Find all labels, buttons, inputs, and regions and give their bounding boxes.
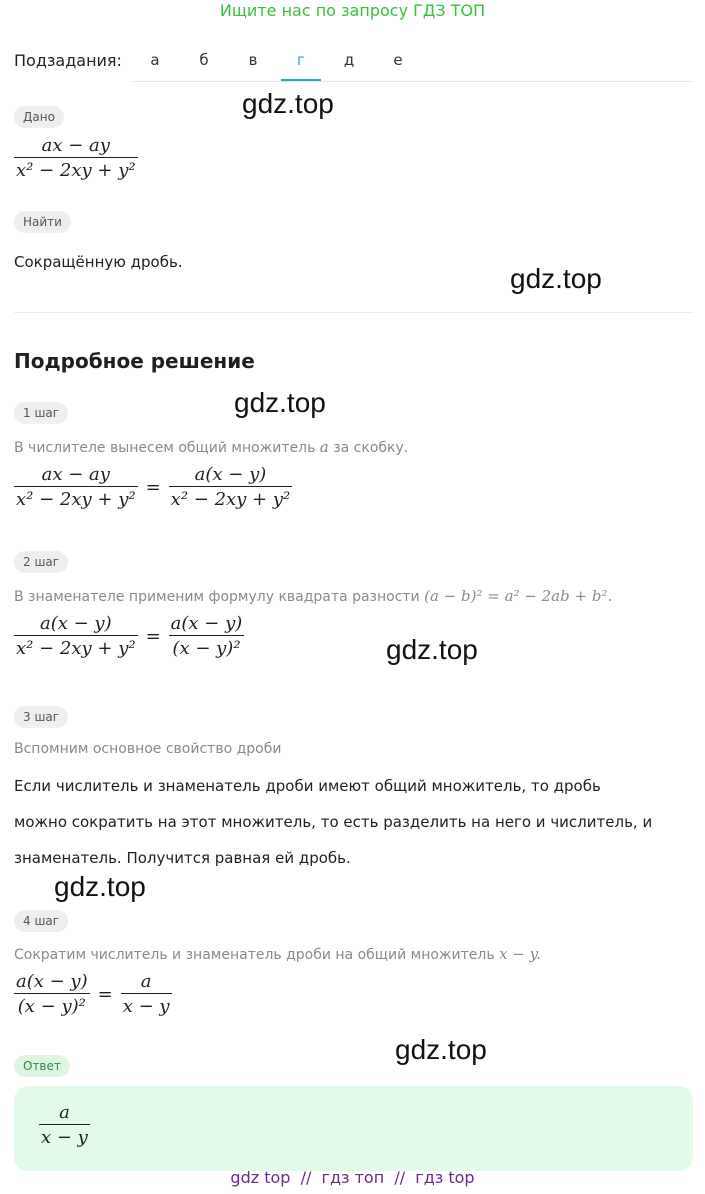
step2-equation: $\frac{a(x - y)}{\text{x² − 2xy + y²}}$ = $\frac{a(x - y)}{\text{(x − y)²}}$ [16,613,243,659]
step2-note [14,587,612,605]
step4-lhs-numerator: a(x − y) [16,971,88,992]
step4-equation: $\frac{a(x - y)}{\text{(x − y)²}}$ = $\frac{a}{x - y}$ [16,971,170,1017]
step4-note-var: x − y. [499,945,541,963]
given-numerator: ax − ay [41,135,110,156]
watermark: gdz.top [510,263,602,294]
watermark: gdz.top [386,634,478,665]
footer-links: gdz top // гдз топ // гдз top [230,1168,475,1187]
subtasks-tabs [132,44,693,82]
given-denominator: x² − 2xy + y² [14,157,138,181]
watermark: gdz.top [234,387,326,418]
step3-rule-line-3: знаменатель. Получится равная ей дробь. [14,849,351,867]
step4-lhs-denominator: (x − y)² [14,993,90,1017]
step1-rhs-numerator: a(x − y) [194,464,267,485]
answer-pill: Ответ [14,1055,70,1077]
step1-note-text-end: за скобку. [333,440,409,456]
step1-equation: $\frac{ax - ay}{\text{x² − 2xy + y²}}$ = $\frac{a(x - y)}{\text{x² − 2xy + y²}}$ [16,464,291,510]
search-hint-banner: Ищите нас по запросу ГДЗ ТОП [219,1,486,20]
step4-pill: 4 шаг [14,910,68,932]
step4-note [14,945,541,963]
watermark: gdz.top [242,88,334,119]
watermark: gdz.top [54,871,146,902]
given-pill: Дано [14,106,64,128]
step1-lhs-denominator: x² − 2xy + y² [14,486,138,510]
step1-pill: 1 шаг [14,402,68,424]
watermark: gdz.top [395,1034,487,1065]
step1-note [14,438,408,456]
step2-pill: 2 шаг [14,551,68,573]
step4-rhs-denominator: x − y [121,993,172,1017]
tab-b[interactable]: б [199,51,209,69]
tab-d[interactable]: д [343,51,355,69]
answer-box [14,1086,693,1171]
step1-note-var: a [319,438,329,456]
tab-e[interactable]: е [393,51,403,69]
step3-rule-line-2: можно сократить на этот множитель, то есть разделить на него и числитель, и [14,813,653,831]
step1-rhs-denominator: x² − 2xy + y² [169,486,293,510]
step2-rhs-numerator: a(x − y) [170,613,243,634]
step2-lhs-denominator: x² − 2xy + y² [14,635,138,659]
step4-note-text: Сократим числитель и знаменатель дроби на общий множитель [14,947,495,963]
tab-g[interactable]: г [281,51,321,69]
step2-note-formula: (a − b)² = a² − 2ab + b². [424,587,613,605]
step1-note-text: В числителе вынесем общий множитель [14,440,316,456]
answer-expression [39,1102,90,1148]
step1-lhs-numerator: ax − ay [41,464,110,485]
step2-rhs-denominator: (x − y)² [169,635,245,659]
tab-a[interactable]: а [150,51,160,69]
step2-note-text: В знаменателе применим формулу квадрата разности [14,589,420,605]
divider [14,312,693,313]
subtasks-label: Подзадания: [14,51,122,70]
step4-rhs-numerator: a [140,971,152,992]
step2-lhs-numerator: a(x − y) [39,613,112,634]
step3-rule-line-1: Если числитель и знаменатель дроби имеют общий множитель, то дробь [14,777,601,795]
answer-numerator: a [59,1102,70,1123]
given-expression [14,135,138,181]
find-pill: Найти [14,211,71,233]
step3-pill: 3 шаг [14,706,68,728]
step3-note: Вспомним основное свойство дроби [14,741,282,757]
tab-v[interactable]: в [248,51,258,69]
solution-heading: Подробное решение [14,349,255,373]
answer-denominator: x − y [39,1124,90,1148]
find-text: Сокращённую дробь. [14,253,183,271]
